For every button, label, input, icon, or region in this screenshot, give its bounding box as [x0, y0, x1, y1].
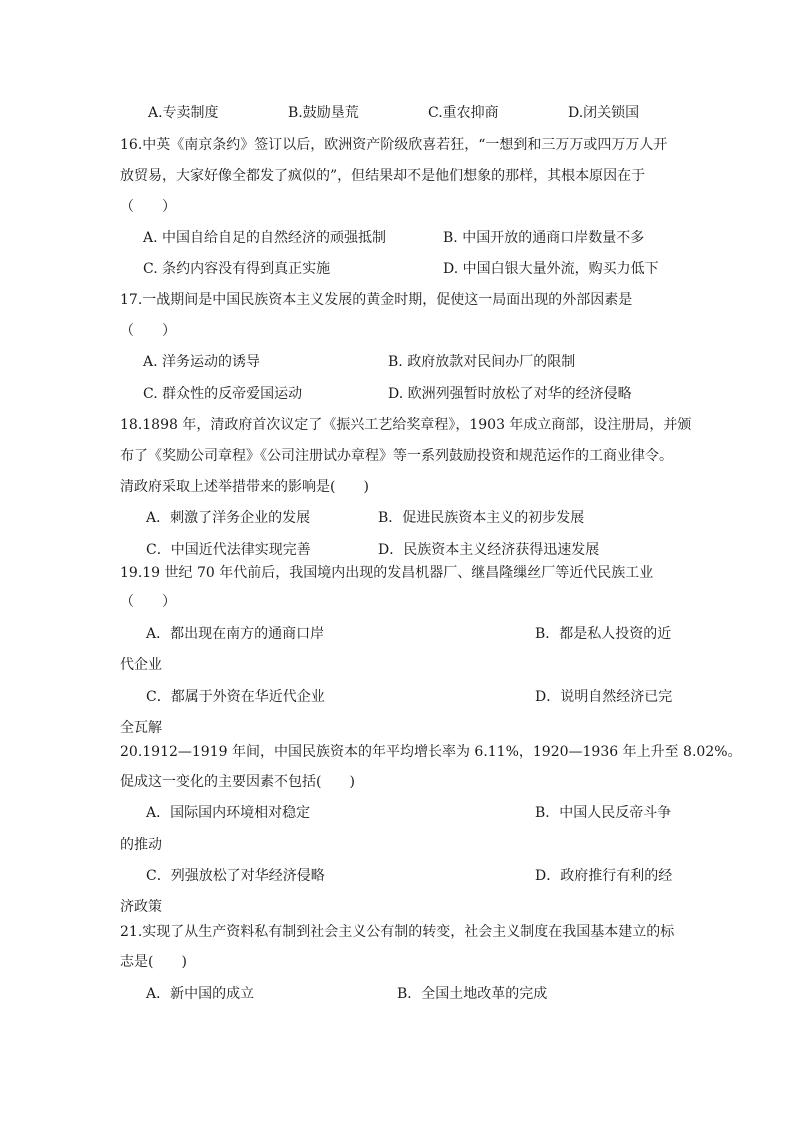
q21-stem-line-1: 21.实现了从生产资料私有制到社会主义公有制的转变，社会主义制度在我国基本建立的标 — [120, 924, 675, 940]
q16-stem-line-2: 放贸易，大家好像全都发了疯似的”，但结果却不是他们想象的那样，其根本原因在于 — [120, 168, 646, 184]
q18-stem-line-1: 18.1898 年，清政府首次议定了《振兴工艺给奖章程》，1903 年成立商部，设注册局，并颁 — [120, 417, 692, 433]
q19-stem-line-1: 19.19 世纪 70 年代前后，我国境内出现的发昌机器厂、继昌隆缫丝厂等近代民族工业 — [120, 565, 654, 581]
q19-option-d: D．说明自然经济已完 — [535, 689, 673, 705]
q20-stem-line-2: 促成这一变化的主要因素不包括( ) — [120, 774, 355, 790]
q16-option-a: A. 中国自给自足的自然经济的顽强抵制 — [143, 230, 387, 246]
q21-option-b: B．全国土地改革的完成 — [397, 986, 548, 1002]
q19-option-a: A．都出现在南方的通商口岸 — [146, 626, 325, 642]
q19-option-b: B．都是私人投资的近 — [535, 626, 672, 642]
q20-option-b: B．中国人民反帝斗争 — [535, 805, 672, 821]
q18-option-a: A．刺激了洋务企业的发展 — [146, 510, 311, 526]
q18-stem-line-2: 布了《奖励公司章程》《公司注册试办章程》等一系列鼓励投资和规范运作的工商业律令。 — [120, 448, 673, 464]
q16-stem-line-1: 16.中英《南京条约》签订以后，欧洲资产阶级欣喜若狂，“一想到和三万万或四万万人开 — [120, 137, 668, 153]
q20-option-a: A．国际国内环境相对稳定 — [146, 805, 311, 821]
q17-option-a: A. 洋务运动的诱导 — [143, 354, 261, 370]
q21-option-a: A．新中国的成立 — [146, 986, 255, 1002]
q19-answer-paren: （ ） — [120, 594, 176, 610]
q18-option-b: B．促进民族资本主义的初步发展 — [378, 510, 585, 526]
q20-stem-line-1: 20.1912—1919 年间，中国民族资本的年平均增长率为 6.11%，1920—1936 年上升至 8.02%。 — [120, 744, 742, 760]
q17-stem-line-1: 17.一战期间是中国民族资本主义发展的黄金时期，促使这一局面出现的外部因素是 — [120, 292, 633, 308]
q20-option-c: C．列强放松了对华经济侵略 — [146, 868, 325, 884]
q16-answer-paren: （ ） — [120, 199, 176, 215]
q16-option-b: B. 中国开放的通商口岸数量不多 — [443, 230, 645, 246]
q15-option-a: A.专卖制度 — [148, 105, 219, 121]
q17-option-d: D. 欧洲列强暂时放松了对华的经济侵略 — [388, 386, 632, 402]
q16-option-c: C. 条约内容没有得到真正实施 — [143, 261, 331, 277]
q15-option-d: D.闭关锁国 — [568, 105, 640, 121]
q19-option-b-wrap: 代企业 — [120, 657, 162, 673]
q17-answer-paren: （ ） — [120, 323, 176, 339]
q21-stem-line-2: 志是( ) — [120, 954, 187, 970]
q16-option-d: D. 中国白银大量外流，购买力低下 — [443, 261, 659, 277]
q20-option-b-wrap: 的推动 — [120, 837, 162, 853]
q18-option-c: C．中国近代法律实现完善 — [146, 542, 311, 558]
q17-option-b: B. 政府放款对民间办厂的限制 — [388, 354, 576, 370]
q18-stem-line-3: 清政府采取上述举措带来的影响是( ) — [120, 479, 369, 495]
q19-option-d-wrap: 全瓦解 — [120, 720, 162, 736]
q19-option-c: C．都属于外资在华近代企业 — [146, 689, 325, 705]
q17-option-c: C. 群众性的反帝爱国运动 — [143, 386, 303, 402]
q15-option-c: C.重农抑商 — [428, 105, 499, 121]
q20-option-d-wrap: 济政策 — [120, 899, 162, 915]
q18-option-d: D．民族资本主义经济获得迅速发展 — [378, 542, 600, 558]
q20-option-d: D．政府推行有利的经 — [535, 868, 673, 884]
q15-option-b: B.鼓励垦荒 — [288, 105, 359, 121]
